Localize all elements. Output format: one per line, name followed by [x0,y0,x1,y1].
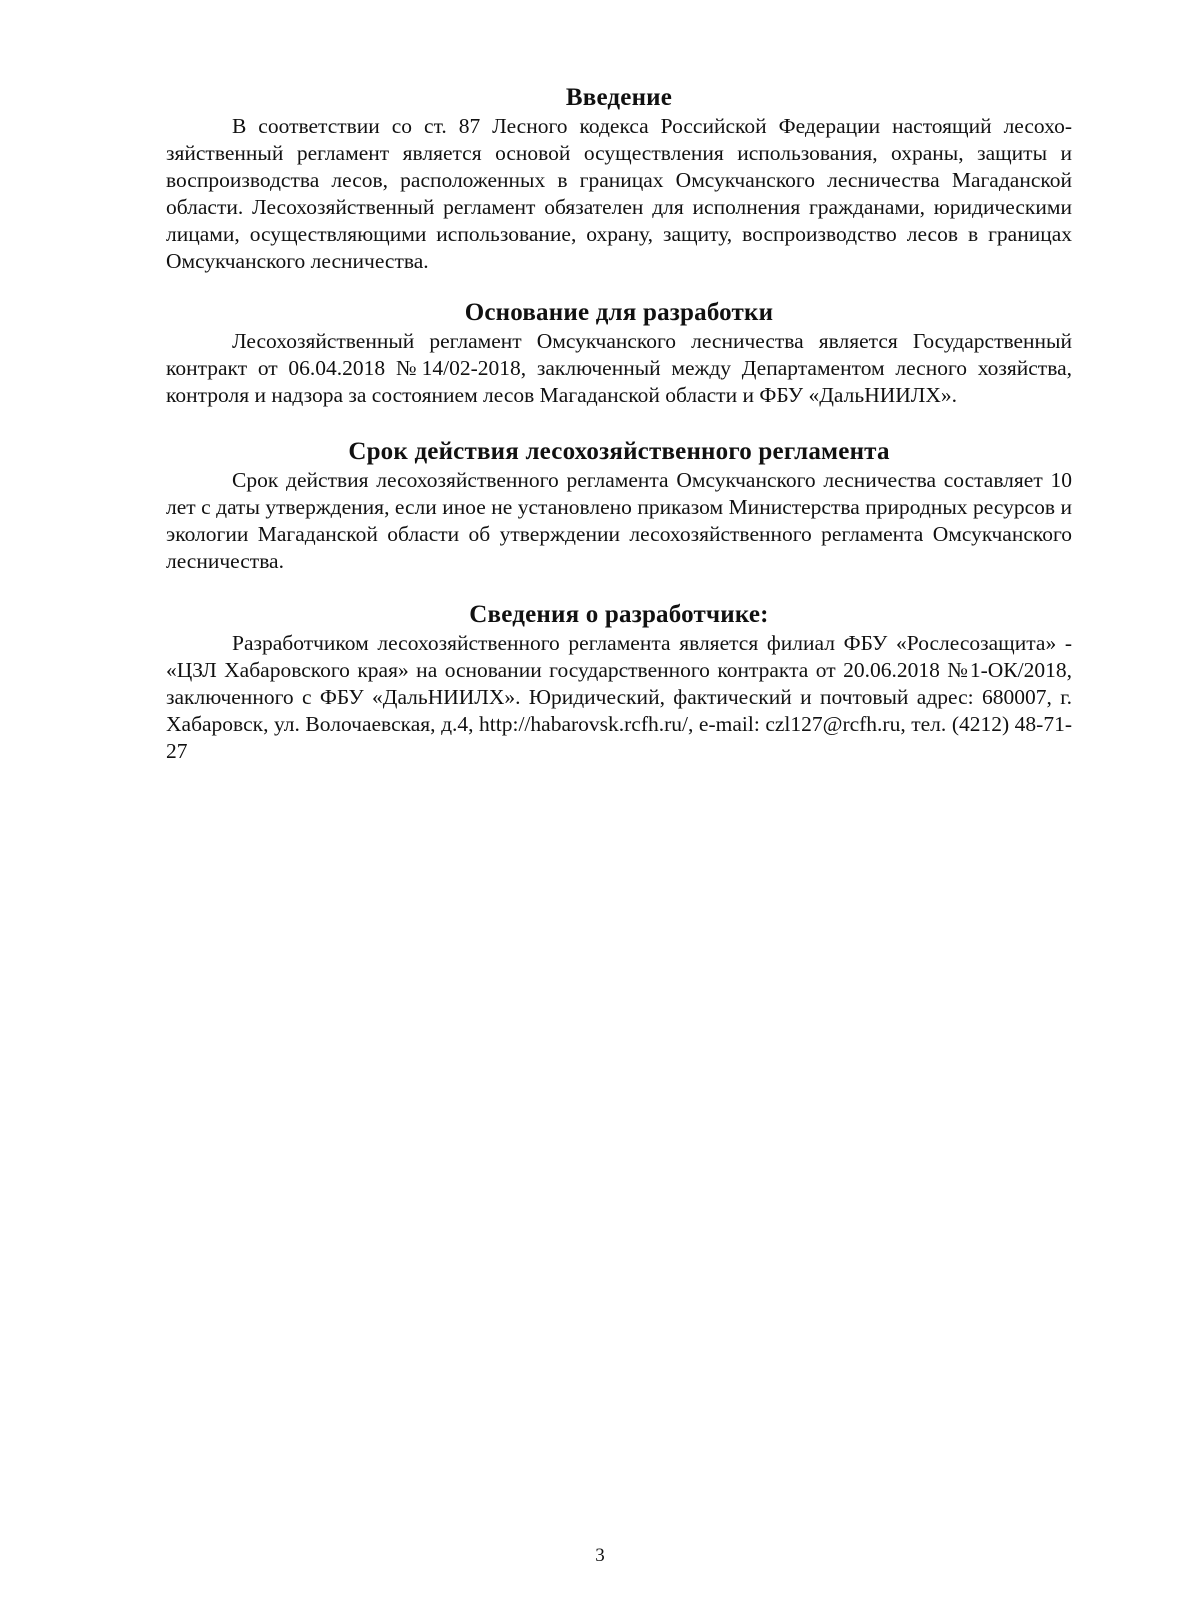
section-introduction [166,83,1072,275]
section-basis [166,298,1072,409]
section-paragraph: Разработчиком лесохозяйственного регламента является филиал ФБУ «Рослесозащита» - «ЦЗЛ Хабаровского края» на основании государственного контракта от 20.06.2018 №1-ОК/2018, заключенного с ФБУ «ДальНИИЛХ». Юридический, фактический и почтовый адрес: 680007, г. Хабаровск, ул. Волочаевская, д.4, http://habarovsk.rcfh.ru/, e-mail: czl127@rcfh.ru, тел. (4212) 48-71-27 [166,631,1072,763]
section-paragraph: Лесохозяйственный регламент Омсукчанского лесничества является Государственный контракт от 06.04.2018 №14/02-2018, заключенный между Департаментом лесного хозяйства, контроля и надзора за состоянием лесов Магаданской области и ФБУ «ДальНИИЛХ». [166,329,1072,407]
section-developer-info [166,600,1072,765]
section-heading: Сведения о разработчике: [469,601,769,628]
section-heading: Основание для разработки [464,299,774,326]
section-validity-period [166,437,1072,575]
page-number: 3 [595,1545,605,1566]
section-heading: Введение [565,84,673,111]
section-paragraph: Срок действия лесохозяйственного регламента Омсукчанского лесничества составляет 10 лет с даты утверждения, если иное не установлено приказом Министерства природных ресурсов и экологии Магаданской области об утверждении лесохозяйственного регламента Омсукчанского лесничества. [166,468,1072,573]
section-heading: Срок действия лесохозяйственного регламента [348,438,890,465]
section-paragraph: В соответствии со ст. 87 Лесного кодекса Российской Федерации настоящий лесохозяйственный регламент является основой осуществления использования, охраны, защиты и воспроизводства лесов, расположенных в границах Омсукчанского лесничества Магаданской области. Лесохозяйственный регламент обязателен для исполнения гражданами, юридическими лицами, осуществляющими использование, охрану, защиту, воспроизводство лесов в границах Омсукчанского лесничества. [166,114,1072,273]
